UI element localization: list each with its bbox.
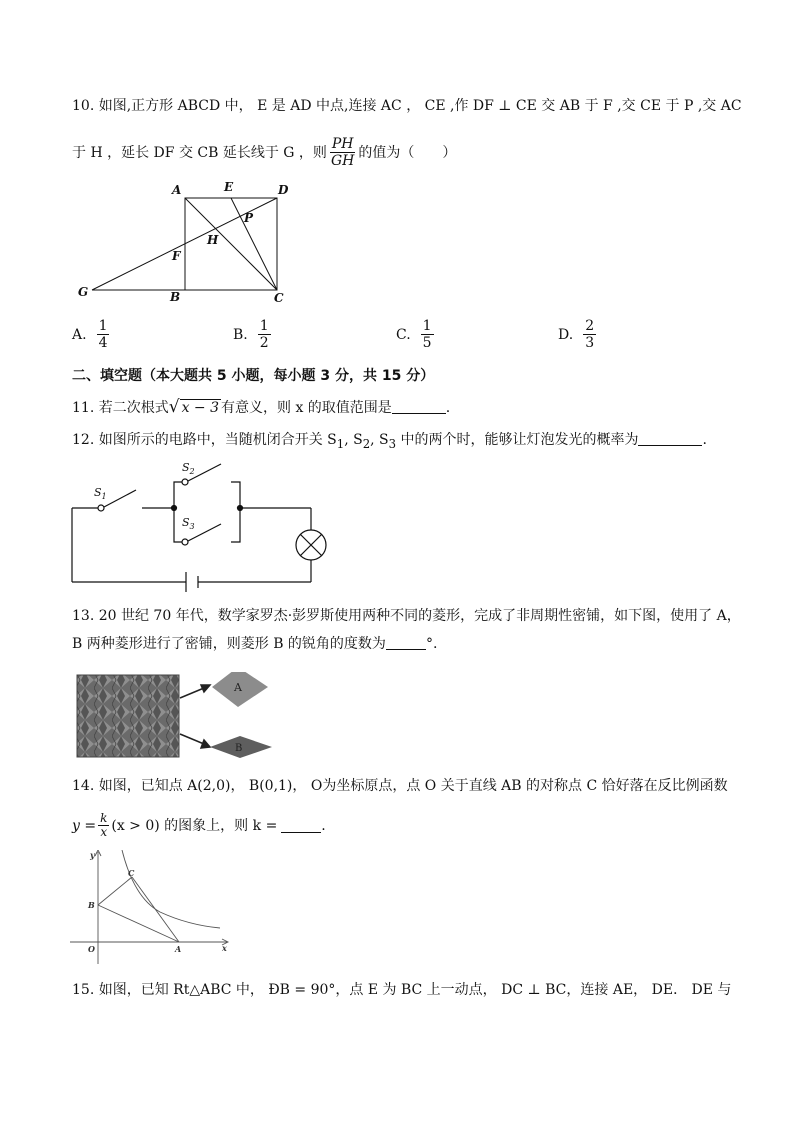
svg-text:y: y (90, 850, 95, 860)
q10-line2-post: 的值为（ ） (358, 144, 457, 161)
q10-option-d[interactable]: D. $\frac{2}{3}$ (558, 318, 595, 351)
switch-s3-contact (182, 539, 188, 545)
sqrt-icon: √ (168, 397, 180, 417)
q10-frac-num: PH (331, 136, 354, 152)
q15-line1: 15. 如图，已知 Rt△ABC 中， ÐB = 90°，点 E 为 BC 上一动点， DC ⊥ BC，连接 AE， DE． DE 与 (72, 982, 732, 998)
label-c: C (274, 291, 284, 305)
label-g: G (78, 285, 89, 299)
svg-text:S1: $S_1$ (94, 486, 107, 501)
svg-text:O: O (88, 944, 95, 954)
q10-line2 (72, 136, 456, 169)
label-a: A (172, 183, 182, 197)
switch-s1-contact (98, 505, 104, 511)
q14-line1: 14. 如图，已知点 A(2,0)， B(0,1)， O为坐标原点，点 O 关于直线 AB 的对称点 C 恰好落在反比例函数 (72, 778, 728, 794)
q10-fraction (329, 136, 356, 169)
label-f: F (172, 249, 181, 263)
label-p: P (244, 211, 254, 225)
q12-circuit-figure (64, 458, 344, 594)
q10-line1: 10. 如图,正方形 ABCD 中， E 是 AD 中点,连接 AC ， CE ,作 DF ⊥ CE 交 AB 于 F ,交 CE 于 P ,交 AC (72, 98, 742, 114)
q10-option-c[interactable]: C. $\frac{1}{5}$ (396, 318, 432, 351)
label-e: E (224, 180, 234, 194)
arrow-to-a-icon (180, 688, 204, 698)
q11-radicand: x − 3 (181, 400, 219, 416)
segment-ba (98, 905, 179, 942)
arrow-to-b-icon (180, 734, 204, 744)
svg-text:A: A (234, 681, 242, 694)
svg-text:x: x (222, 943, 227, 953)
q11-answer-blank[interactable] (392, 399, 446, 414)
q11-pre: 11. 若二次根式 (72, 400, 169, 416)
q11-post: 有意义，则 x 的取值范围是 (221, 400, 392, 416)
q12-answer-blank[interactable] (638, 431, 702, 446)
switch-s2-contact (182, 479, 188, 485)
switch-s1-lever (104, 490, 136, 507)
label-h: H (207, 233, 219, 247)
q10-option-b[interactable]: B. $\frac{1}{2}$ (233, 318, 269, 351)
q14-answer-blank[interactable] (281, 818, 321, 833)
svg-text:S2: $S_2$ (182, 461, 195, 476)
q11-line: 11. 若二次根式√ x − 3 有意义，则 x 的取值范围是 . (72, 397, 451, 417)
q10-option-a[interactable]: A. $\frac{1}{4}$ (72, 318, 108, 351)
q10-line2-pre: 于 H ，延长 DF 交 CB 延长线于 G ，则 (72, 144, 327, 161)
section2-title: 二、填空题（本大题共 5 小题，每小题 3 分，共 15 分） (72, 368, 435, 384)
segment-ce (231, 198, 277, 290)
q10-square-figure (72, 176, 312, 306)
q13-tiling-figure (76, 672, 276, 762)
svg-text:B: B (235, 743, 243, 754)
q13-line2: B 两种菱形进行了密铺，则菱形 B 的锐角的度数为 °. (72, 636, 438, 652)
label-d: D (278, 183, 289, 197)
q12-line: 12. 如图所示的电路中，当随机闭合开关 $S_1$, $S_2$, $S_3$ 中的两个时，能够让灯泡发光的概率为 . (72, 432, 707, 451)
svg-text:S3: $S_3$ (182, 516, 195, 531)
svg-text:C: C (128, 868, 135, 878)
q13-answer-blank[interactable] (386, 635, 426, 650)
svg-text:B: B (88, 900, 95, 910)
q13-line1: 13. 20 世纪 70 年代，数学家罗杰·彭罗斯使用两种不同的菱形，完成了非周期性密铺，如下图，使用了 A， (72, 608, 741, 624)
q14-graph-figure (70, 850, 240, 970)
diagonal-ac (185, 198, 277, 290)
segment-ca (132, 877, 179, 942)
segment-bc (98, 877, 132, 905)
svg-text:A: A (175, 944, 182, 954)
penrose-tiling-image (77, 675, 179, 757)
label-b: B (170, 290, 181, 304)
q14-line2: y = $\frac{k}{x}$ (x > 0) 的图象上，则 k = . (72, 811, 326, 839)
q10-frac-den: GH (330, 153, 355, 169)
hyperbola-curve (122, 850, 220, 928)
